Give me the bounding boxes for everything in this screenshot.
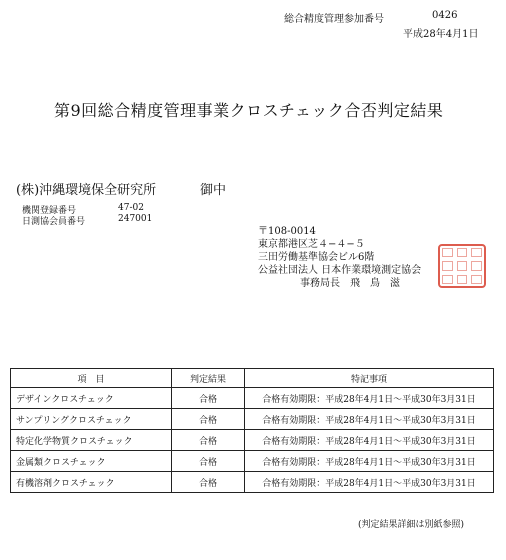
address-line-2: 三田労働基準協会ビル6階 [258, 252, 375, 263]
row-result: 合格 [172, 409, 245, 430]
postal-code: 〒108-0014 [258, 226, 316, 237]
row-result: 合格 [172, 451, 245, 472]
row-result: 合格 [172, 388, 245, 409]
registration-number: 47-02 [118, 203, 144, 213]
table-row [11, 409, 494, 430]
row-note: 合格有効期限：平成28年4月1日～平成30年3月31日 [245, 451, 494, 472]
table-row [11, 388, 494, 409]
participation-number: 0426 [432, 10, 458, 21]
table-header-row [11, 369, 494, 388]
row-note: 合格有効期限：平成28年4月1日～平成30年3月31日 [245, 430, 494, 451]
header-notes: 特記事項 [245, 369, 494, 388]
addressee-honorific: 御中 [200, 183, 227, 198]
member-label: 日測協会員番号 [22, 217, 86, 227]
details-footnote: (判定結果詳細は別紙参照) [358, 520, 465, 530]
row-note: 合格有効期限：平成28年4月1日～平成30年3月31日 [245, 388, 494, 409]
registration-label: 機関登録番号 [22, 206, 77, 216]
issue-date: 平成28年4月1日 [403, 29, 479, 40]
row-note: 合格有効期限：平成28年4月1日～平成30年3月31日 [245, 472, 494, 493]
table-row [11, 451, 494, 472]
row-item: デザインクロスチェック [11, 388, 172, 409]
row-result: 合格 [172, 472, 245, 493]
row-item: 特定化学物質クロスチェック [11, 430, 172, 451]
official-seal-stamp [438, 244, 486, 288]
row-item: サンプリングクロスチェック [11, 409, 172, 430]
header-item: 項 目 [11, 369, 172, 388]
participation-number-label: 総合精度管理参加番号 [284, 14, 384, 25]
table-row [11, 430, 494, 451]
header-result: 判定結果 [172, 369, 245, 388]
sender-title-name: 事務局長 飛 鳥 滋 [300, 278, 400, 289]
row-item: 金属類クロスチェック [11, 451, 172, 472]
member-number: 247001 [118, 214, 153, 224]
row-item: 有機溶剤クロスチェック [11, 472, 172, 493]
row-result: 合格 [172, 430, 245, 451]
document-title: 第9回総合精度管理事業クロスチェック合否判定結果 [54, 101, 444, 120]
row-note: 合格有効期限：平成28年4月1日～平成30年3月31日 [245, 409, 494, 430]
addressee-name: (株)沖縄環境保全研究所 [16, 183, 157, 198]
results-table [10, 368, 494, 493]
sender-organization: 公益社団法人 日本作業環境測定協会 [258, 265, 422, 276]
address-line-1: 東京都港区芝４−４−５ [258, 239, 365, 250]
table-row [11, 472, 494, 493]
